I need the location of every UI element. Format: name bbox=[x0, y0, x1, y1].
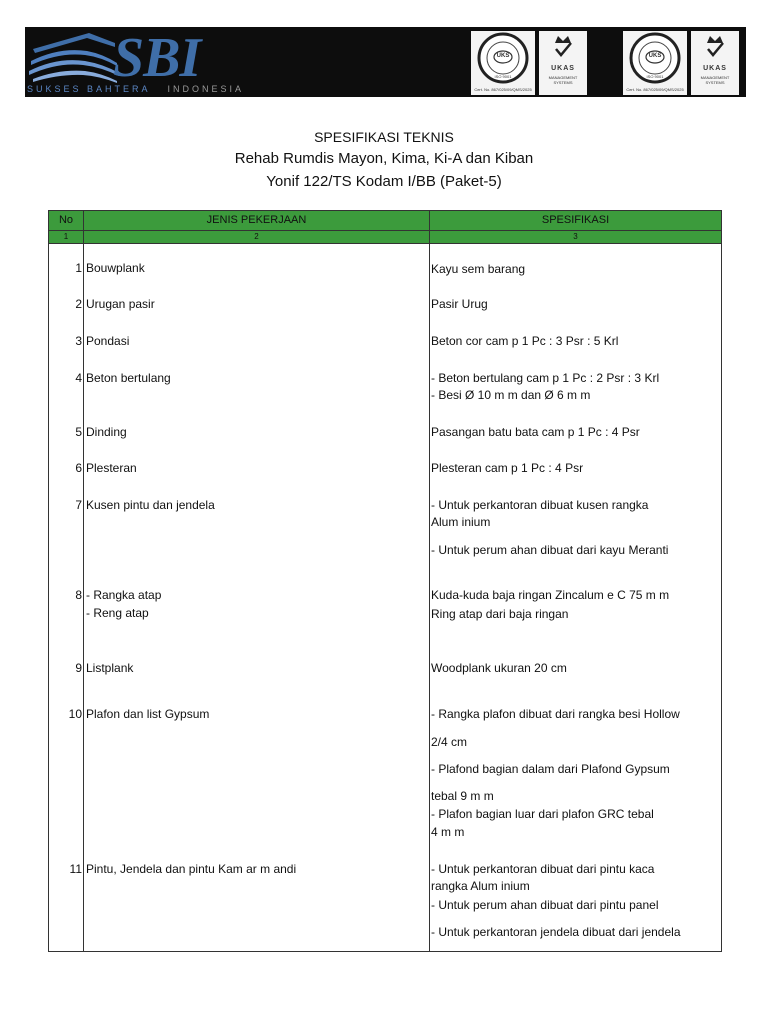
row-4-spec-line-2: - Besi Ø 10 m m dan Ø 6 m m bbox=[431, 388, 591, 402]
company-tagline bbox=[27, 83, 244, 95]
header-banner bbox=[25, 27, 746, 97]
ukas-badge-2 bbox=[691, 31, 739, 95]
row-3-no: 3 bbox=[75, 334, 82, 348]
row-4-no: 4 bbox=[75, 371, 82, 385]
row-10-job: Plafon dan list Gypsum bbox=[86, 707, 210, 721]
seal-label: UKS bbox=[496, 53, 510, 59]
document-subtitle-project: Rehab Rumdis Mayon, Kima, Ki-A dan Kiban bbox=[234, 150, 534, 167]
row-2-no: 2 bbox=[75, 297, 82, 311]
header-job: JENIS PEKERJAAN bbox=[206, 214, 307, 226]
wave-logo-icon bbox=[29, 29, 119, 85]
row-9-no: 9 bbox=[75, 661, 82, 675]
table-header-row bbox=[49, 211, 721, 231]
crown-check-icon bbox=[539, 31, 587, 65]
row-1-spec: Kayu sem barang bbox=[431, 262, 526, 276]
seal-iso: ISO 9001 bbox=[494, 74, 512, 79]
row-9-job: Listplank bbox=[86, 661, 134, 675]
row-3-spec: Beton cor cam p 1 Pc : 3 Psr : 5 Krl bbox=[431, 334, 619, 348]
row-11-spec-line-2: rangka Alum inium bbox=[431, 879, 530, 893]
row-11-spec-line-1: - Untuk perkantoran dibuat dari pintu kaca bbox=[431, 862, 655, 876]
ukas-label: UKAS bbox=[551, 65, 575, 72]
ukas-badge bbox=[539, 31, 587, 95]
tagline-part-1: SUKSES BAHTERA bbox=[27, 84, 151, 94]
row-7-no: 7 bbox=[75, 498, 82, 512]
header-no: No bbox=[58, 214, 74, 226]
tagline-part-2: INDONESIA bbox=[167, 84, 245, 94]
row-10-spec-line-4: tebal 9 m m bbox=[431, 789, 494, 803]
ukas-sub: MANAGEMENT SYSTEMS bbox=[548, 75, 578, 85]
row-11-spec-line-3: - Untuk perum ahan dibuat dari pintu panel bbox=[431, 898, 659, 912]
row-4-job: Beton bertulang bbox=[86, 371, 171, 385]
row-11-spec-line-4: - Untuk perkantoran jendela dibuat dari jendela bbox=[431, 925, 681, 939]
row-10-spec-line-2: 2/4 cm bbox=[431, 735, 468, 749]
document-subtitle-unit: Yonif 122/TS Kodam I/BB (Paket-5) bbox=[266, 173, 502, 190]
row-10-spec-line-5: - Plafon bagian luar dari plafon GRC tebal bbox=[431, 807, 654, 821]
row-2-spec: Pasir Urug bbox=[431, 297, 488, 311]
table-subheader-row bbox=[49, 231, 721, 244]
row-2-job: Urugan pasir bbox=[86, 297, 155, 311]
document-title: SPESIFIKASI TEKNIS bbox=[314, 129, 454, 145]
row-1-no: 1 bbox=[75, 261, 82, 275]
row-7-job: Kusen pintu dan jendela bbox=[86, 498, 215, 512]
row-10-spec-line-6: 4 m m bbox=[431, 825, 465, 839]
row-6-no: 6 bbox=[75, 461, 82, 475]
crown-check-icon bbox=[691, 31, 739, 65]
row-10-spec-line-1: - Rangka plafon dibuat dari rangka besi Hollow bbox=[431, 707, 680, 721]
column-divider-2 bbox=[429, 211, 430, 951]
row-3-job: Pondasi bbox=[86, 334, 130, 348]
logo-wordmark: SBI bbox=[113, 27, 201, 89]
subheader-job: 2 bbox=[254, 232, 259, 241]
seal-iso-2: ISO 9001 bbox=[646, 74, 664, 79]
seal-label-2: UKS bbox=[648, 53, 662, 59]
row-11-job: Pintu, Jendela dan pintu Kam ar m andi bbox=[86, 862, 297, 876]
row-8-no: 8 bbox=[75, 588, 82, 602]
certification-badges bbox=[471, 31, 743, 95]
row-6-spec: Plesteran cam p 1 Pc : 4 Psr bbox=[431, 461, 584, 475]
row-4-spec-line-1: - Beton bertulang cam p 1 Pc : 2 Psr : 3 Krl bbox=[431, 371, 660, 385]
row-8-spec-line-1: Kuda-kuda baja ringan Zincalum e C 75 m m bbox=[431, 588, 670, 602]
subheader-no: 1 bbox=[63, 232, 69, 241]
row-8-job-line-1: - Rangka atap bbox=[86, 588, 162, 602]
header-spec: SPESIFIKASI bbox=[541, 214, 610, 226]
ukas-sub-2: MANAGEMENT SYSTEMS bbox=[700, 75, 730, 85]
row-5-spec: Pasangan batu bata cam p 1 Pc : 4 Psr bbox=[431, 425, 640, 439]
iso-seal-badge-2 bbox=[623, 31, 687, 95]
row-5-job: Dinding bbox=[86, 425, 127, 439]
row-7-spec-line-2: Alum inium bbox=[431, 515, 491, 529]
seal-caption-2: Cert. No. 867/025/09/QMS/2025 bbox=[626, 87, 684, 92]
row-7-spec-line-1: - Untuk perkantoran dibuat kusen rangka bbox=[431, 498, 649, 512]
row-5-no: 5 bbox=[75, 425, 82, 439]
row-10-no: 10 bbox=[68, 707, 82, 721]
column-divider-1 bbox=[83, 211, 84, 951]
row-11-no: 11 bbox=[69, 862, 82, 876]
seal-caption: Cert. No. 867/025/09/QMS/2025 bbox=[474, 87, 532, 92]
row-6-job: Plesteran bbox=[86, 461, 137, 475]
iso-seal-badge bbox=[471, 31, 535, 95]
company-logo bbox=[25, 27, 245, 97]
row-8-spec-line-2: Ring atap dari baja ringan bbox=[431, 607, 569, 621]
ukas-label-2: UKAS bbox=[703, 65, 727, 72]
row-8-job-line-2: - Reng atap bbox=[86, 606, 149, 620]
row-1-job: Bouwplank bbox=[86, 261, 145, 275]
subheader-spec: 3 bbox=[573, 232, 578, 241]
row-9-spec: Woodplank ukuran 20 cm bbox=[431, 661, 567, 675]
row-7-spec-line-3: - Untuk perum ahan dibuat dari kayu Meranti bbox=[431, 543, 669, 557]
row-10-spec-line-3: - Plafond bagian dalam dari Plafond Gypsum bbox=[431, 762, 670, 776]
